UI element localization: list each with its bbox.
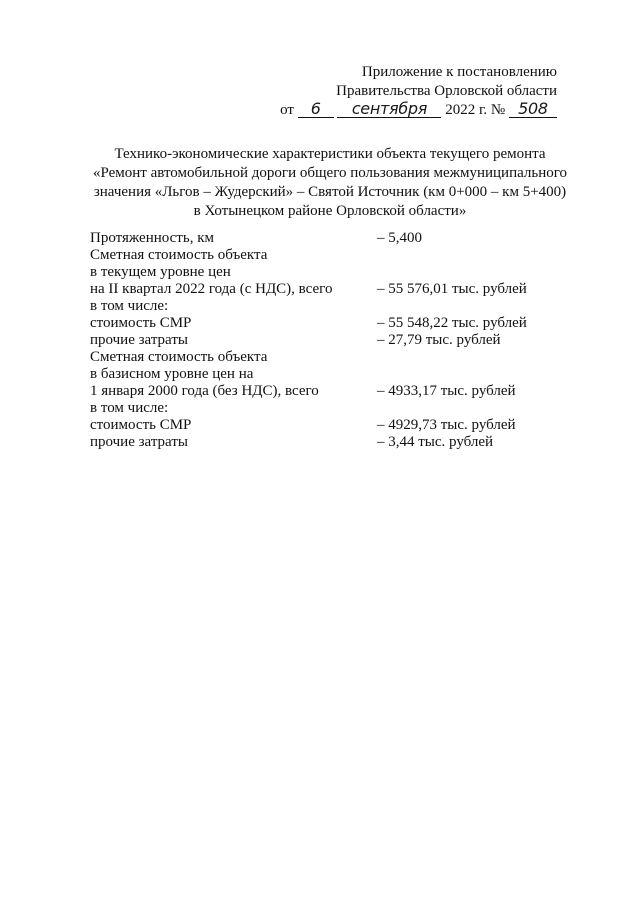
spec-label: в текущем уровне цен xyxy=(90,264,231,280)
spec-value: – 4933,17 тыс. рублей xyxy=(377,383,516,399)
spec-row xyxy=(90,417,550,434)
spec-label: в базисном уровне цен на xyxy=(90,366,254,382)
handwritten-day: 6 xyxy=(298,101,334,118)
spec-row xyxy=(90,434,550,451)
spec-row xyxy=(90,400,550,417)
spec-label: в том числе: xyxy=(90,400,169,416)
spec-label: стоимость СМР xyxy=(90,417,192,433)
document-title xyxy=(60,145,600,221)
spec-row xyxy=(90,332,550,349)
spec-row xyxy=(90,349,550,366)
spec-label: в том числе: xyxy=(90,298,169,314)
appendix-line-2: Правительства Орловской области xyxy=(336,83,557,99)
spec-row xyxy=(90,281,550,298)
spec-value: – 55 548,22 тыс. рублей xyxy=(377,315,527,331)
appendix-line-1: Приложение к постановлению xyxy=(361,64,557,80)
spec-value: – 27,79 тыс. рублей xyxy=(377,332,501,348)
spec-label: прочие затраты xyxy=(90,332,188,348)
decree-date-line xyxy=(280,101,557,120)
spec-value: – 55 576,01 тыс. рублей xyxy=(377,281,527,297)
spec-row xyxy=(90,366,550,383)
spec-row xyxy=(90,230,550,247)
spec-label: прочие затраты xyxy=(90,434,188,450)
spec-value: – 4929,73 тыс. рублей xyxy=(377,417,516,433)
title-line-2: «Ремонт автомобильной дороги общего пользования межмуниципального xyxy=(92,165,568,181)
spec-label: стоимость СМР xyxy=(90,315,192,331)
spec-row xyxy=(90,247,550,264)
specs-list xyxy=(90,230,550,451)
spec-label: Протяженность, км xyxy=(90,230,214,246)
spec-label: Сметная стоимость объекта xyxy=(90,247,268,263)
title-line-4: в Хотынецком районе Орловской области» xyxy=(193,203,467,219)
spec-value: – 3,44 тыс. рублей xyxy=(377,434,494,450)
spec-label: на II квартал 2022 года (с НДС), всего xyxy=(90,281,333,297)
spec-row xyxy=(90,264,550,281)
spec-row xyxy=(90,383,550,400)
appendix-header xyxy=(280,63,557,120)
spec-value: – 5,400 xyxy=(377,230,422,246)
title-line-1: Технико-экономические характеристики объекта текущего ремонта xyxy=(114,146,546,162)
handwritten-decree-number: 508 xyxy=(509,101,557,118)
spec-label: Сметная стоимость объекта xyxy=(90,349,268,365)
spec-label: 1 января 2000 года (без НДС), всего xyxy=(90,383,319,399)
date-year-label: 2022 г. № xyxy=(445,102,506,118)
title-line-3: значения «Льгов – Жудерский» – Святой Источник (км 0+000 – км 5+400) xyxy=(93,184,567,200)
handwritten-month: сентября xyxy=(337,101,441,118)
spec-row xyxy=(90,315,550,332)
date-prefix: от xyxy=(280,102,294,118)
spec-row xyxy=(90,298,550,315)
